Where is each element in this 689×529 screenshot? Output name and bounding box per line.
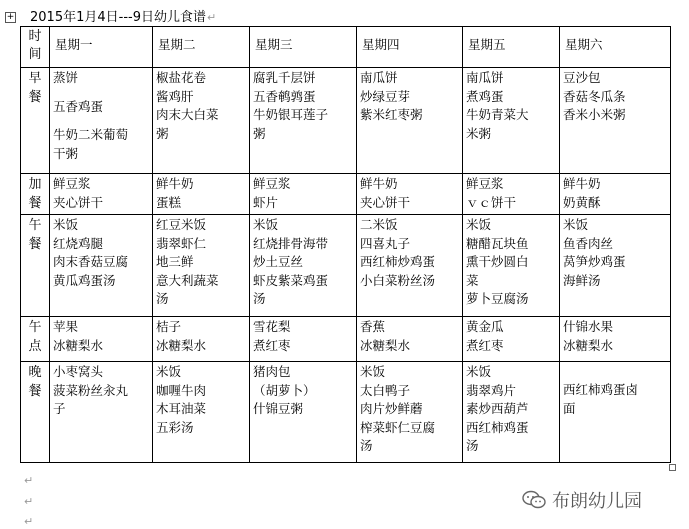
menu-cell (50, 317, 153, 362)
menu-item: 鲜豆浆 (53, 176, 91, 191)
logo-text: 布朗幼儿园 (552, 491, 642, 512)
menu-item (563, 363, 667, 381)
menu-cell (463, 174, 560, 215)
menu-item: 粥 (156, 125, 169, 141)
page-title (30, 6, 216, 25)
menu-cell (560, 362, 671, 463)
menu-cell (153, 362, 250, 463)
menu-cell (250, 362, 357, 463)
wechat-icon (522, 490, 546, 510)
paragraph-mark: ↵ (24, 495, 34, 508)
menu-cell (50, 215, 153, 317)
menu-item: 香蕉 (360, 319, 386, 334)
menu-item: 米饭 (563, 217, 589, 232)
menu-cell (560, 215, 671, 317)
menu-cell (560, 68, 671, 174)
meal-label-lunch (21, 215, 50, 317)
menu-item: 莴笋炒鸡蛋 (563, 254, 626, 269)
menu-item: 干粥 (53, 145, 79, 161)
menu-item: 面 (563, 400, 576, 416)
menu-item: 香米小米粥 (563, 107, 626, 122)
menu-item: 鲜牛奶 (156, 176, 194, 191)
menu-item: 豆沙包 (563, 70, 601, 85)
menu-item: 红烧排骨海带 (253, 235, 329, 251)
meal-label-dinner (21, 362, 50, 463)
menu-item: 米饭 (360, 364, 386, 379)
menu-item: 煮红枣 (253, 337, 291, 353)
menu-cell (153, 215, 250, 317)
menu-item: 海鲜汤 (563, 272, 601, 288)
menu-cell (250, 317, 357, 362)
menu-item: 太白鸭子 (360, 382, 411, 398)
menu-item: 夹心饼干 (360, 194, 411, 210)
header-row (21, 27, 671, 68)
menu-item: 子 (53, 401, 66, 416)
menu-item: 红烧鸡腿 (53, 235, 104, 251)
menu-item: 炒绿豆芽 (360, 88, 411, 104)
brand-logo (522, 487, 642, 513)
menu-item: 牛奶二米葡萄 (53, 127, 129, 142)
meal-label-char: 午 (28, 218, 42, 233)
day-label: 星期四 (362, 37, 400, 52)
menu-item: 五香鹌鹑蛋 (253, 88, 316, 104)
meal-label-snack (21, 174, 50, 215)
menu-item: 地三鲜 (156, 254, 194, 269)
menu-item: 萝卜豆腐汤 (466, 291, 529, 306)
header-day-sat (560, 27, 671, 68)
menu-cell (250, 68, 357, 174)
menu-cell (357, 215, 463, 317)
day-label: 星期三 (255, 37, 293, 52)
day-label: 星期六 (565, 37, 603, 52)
menu-item: 冰糖梨水 (563, 337, 614, 353)
menu-item: 木耳油菜 (156, 401, 207, 416)
menu-cell (50, 174, 153, 215)
menu-cell (463, 362, 560, 463)
meal-label-char: 餐 (28, 237, 42, 252)
menu-item: 什锦水果 (563, 319, 614, 334)
menu-cell (463, 317, 560, 362)
menu-item: 粥 (253, 125, 266, 141)
menu-item: 虾片 (253, 194, 279, 210)
snack-row (21, 174, 671, 215)
menu-cell (153, 317, 250, 362)
menu-item: 肉片炒鲜蘑 (360, 401, 423, 416)
menu-item: 黄瓜鸡蛋汤 (53, 272, 116, 288)
menu-item: 冰糖梨水 (360, 337, 411, 353)
header-day-wed (250, 27, 357, 68)
menu-item: 鲜豆浆 (466, 176, 504, 191)
menu-item: 红豆米饭 (156, 217, 207, 232)
meal-label-char: 加 (28, 177, 42, 192)
menu-item: 菜 (466, 272, 479, 288)
header-day-mon (50, 27, 153, 68)
menu-cell (50, 362, 153, 463)
menu-item: 米饭 (253, 217, 279, 232)
menu-item: 冰糖梨水 (53, 337, 104, 353)
menu-item: 西红柿炒鸡蛋 (360, 254, 436, 269)
menu-item: 榨菜虾仁豆腐 (360, 419, 436, 435)
menu-cell (357, 362, 463, 463)
menu-item: 素炒西葫芦 (466, 401, 529, 416)
menu-item: 翡翠鸡片 (466, 382, 517, 398)
paragraph-mark: ↵ (24, 474, 34, 487)
menu-cell (357, 68, 463, 174)
menu-item: 咖喱牛肉 (156, 382, 207, 398)
menu-item: 汤 (253, 291, 266, 306)
menu-item: 猪肉包 (253, 364, 291, 379)
menu-item: （胡萝卜） (253, 382, 316, 398)
menu-item: 西红柿鸡蛋卤 (563, 382, 639, 397)
menu-cell (463, 215, 560, 317)
meal-label-char: 餐 (28, 384, 42, 399)
menu-item: 米饭 (466, 217, 492, 232)
menu-item: 鲜豆浆 (253, 176, 291, 191)
menu-item: 桔子 (156, 319, 182, 334)
time-label-1: 时 (28, 29, 42, 44)
menu-item: 夹心饼干 (53, 194, 104, 210)
table-resize-handle[interactable] (669, 464, 676, 471)
menu-item: 鲜牛奶 (360, 176, 398, 191)
day-label: 星期二 (158, 37, 196, 52)
menu-item: 煮鸡蛋 (466, 88, 504, 104)
menu-cell (50, 68, 153, 174)
time-label-2: 间 (28, 47, 42, 62)
table-move-handle[interactable]: + (6, 12, 15, 22)
menu-item: 牛奶银耳莲子 (253, 107, 329, 122)
menu-item: 汤 (466, 438, 479, 453)
menu-item: ｖｃ饼干 (466, 194, 517, 210)
menu-item: 煮红枣 (466, 337, 504, 353)
menu-cell (153, 174, 250, 215)
menu-item: 黄金瓜 (466, 319, 504, 334)
menu-item: 米饭 (53, 217, 79, 232)
meal-label-char: 午 (28, 320, 42, 335)
menu-item: 椒盐花卷 (156, 70, 207, 85)
menu-item: 五香鸡蛋 (53, 98, 104, 114)
menu-item: 蛋糕 (156, 194, 182, 210)
menu-item: 肉末香菇豆腐 (53, 254, 129, 269)
menu-item: 炒土豆丝 (253, 254, 304, 269)
menu-cell (357, 317, 463, 362)
afternoon-snack-row (21, 317, 671, 362)
menu-item: 鱼香肉丝 (563, 235, 614, 251)
meal-label-afternoon (21, 317, 50, 362)
menu-cell (250, 215, 357, 317)
breakfast-row (21, 68, 671, 174)
menu-item: 糖醋瓦块鱼 (466, 235, 529, 251)
day-label: 星期一 (55, 37, 93, 52)
menu-item: 南瓜饼 (466, 70, 504, 85)
menu-item: 汤 (360, 438, 373, 453)
menu-item: 牛奶青菜大 (466, 107, 529, 122)
header-day-thu (357, 27, 463, 68)
meal-label-char: 点 (28, 339, 42, 354)
menu-item: 小枣窝头 (53, 364, 104, 379)
menu-item: 五彩汤 (156, 419, 194, 435)
menu-item: 南瓜饼 (360, 70, 398, 85)
menu-item: 肉末大白菜 (156, 107, 219, 122)
menu-item: 四喜丸子 (360, 235, 411, 251)
menu-item: 冰糖梨水 (156, 337, 207, 353)
menu-item: 虾皮紫菜鸡蛋 (253, 272, 329, 288)
meal-label-char: 餐 (28, 196, 42, 211)
menu-table (20, 26, 671, 463)
meal-label-char: 晚 (28, 365, 42, 380)
menu-item: 意大利蔬菜 (156, 272, 219, 288)
menu-item: 米粥 (466, 125, 492, 141)
menu-item: 菠菜粉丝汆丸 (53, 382, 129, 398)
menu-item: 紫米红枣粥 (360, 107, 423, 122)
menu-cell (153, 68, 250, 174)
menu-item: 米饭 (156, 364, 182, 379)
menu-item: 小白菜粉丝汤 (360, 272, 436, 288)
menu-item: 熏干炒圆白 (466, 254, 529, 269)
menu-item: 奶黄酥 (563, 194, 601, 210)
menu-cell (357, 174, 463, 215)
menu-item: 二米饭 (360, 217, 398, 232)
paragraph-mark: ↵ (206, 11, 217, 24)
menu-item: 什锦豆粥 (253, 401, 304, 416)
menu-cell (560, 174, 671, 215)
menu-item: 西红柿鸡蛋 (466, 419, 529, 435)
day-label: 星期五 (468, 37, 506, 52)
header-day-tue (153, 27, 250, 68)
paragraph-mark: ↵ (24, 515, 34, 528)
menu-item: 蒸饼 (53, 70, 79, 85)
meal-label-breakfast (21, 68, 50, 174)
title-text: 2015年1月4日---9日幼儿食谱 (30, 10, 206, 25)
menu-item: 鲜牛奶 (563, 176, 601, 191)
menu-item: 酱鸡肝 (156, 88, 194, 104)
dinner-row (21, 362, 671, 463)
menu-item: 腐乳千层饼 (253, 70, 316, 85)
menu-item: 翡翠虾仁 (156, 235, 207, 251)
menu-item: 苹果 (53, 319, 79, 334)
menu-cell (250, 174, 357, 215)
lunch-row (21, 215, 671, 317)
menu-item: 汤 (156, 291, 169, 306)
menu-item: 米饭 (466, 364, 492, 379)
menu-item: 香菇冬瓜条 (563, 88, 626, 104)
meal-label-char: 早 (28, 71, 42, 86)
menu-cell (463, 68, 560, 174)
header-time-cell (21, 27, 50, 68)
menu-cell (560, 317, 671, 362)
meal-label-char: 餐 (28, 90, 42, 105)
header-day-fri (463, 27, 560, 68)
menu-item: 雪花梨 (253, 319, 291, 334)
